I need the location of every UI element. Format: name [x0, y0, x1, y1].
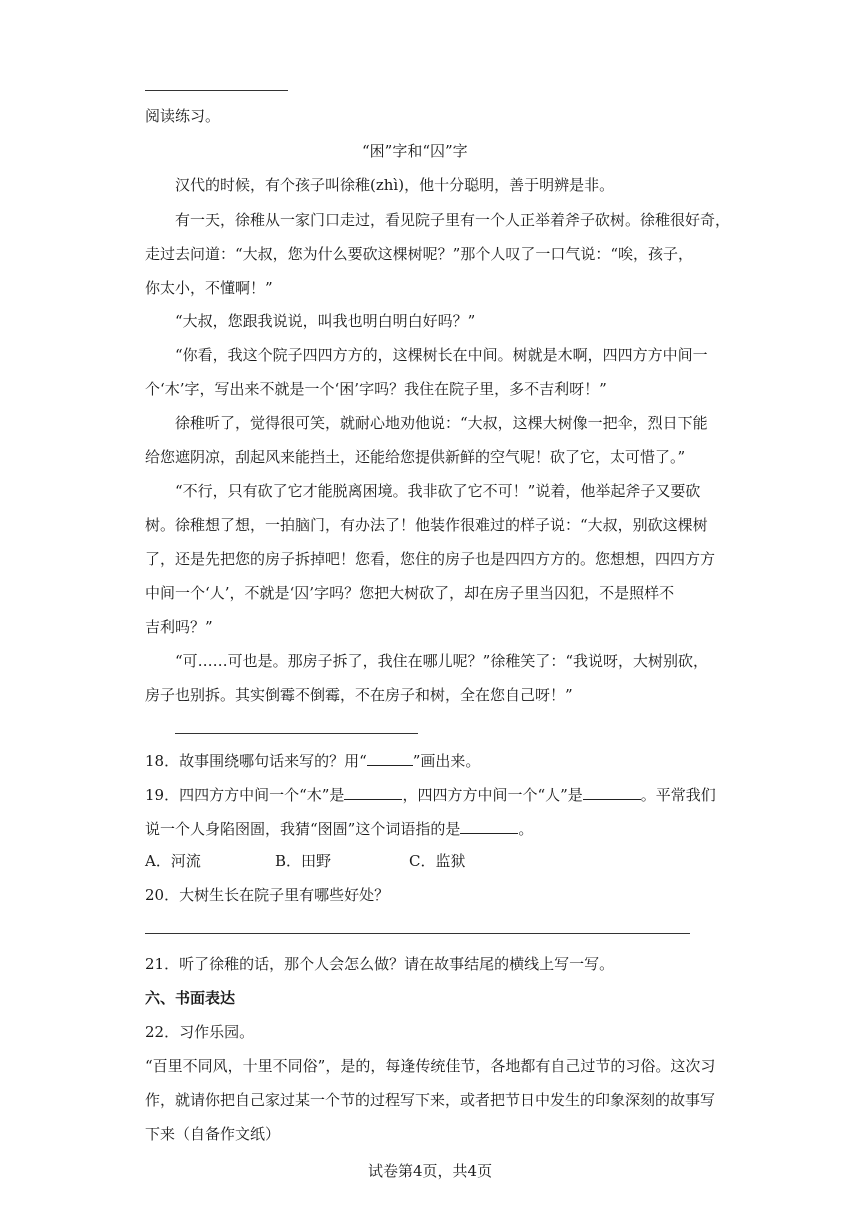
option-b[interactable]: B．田野 [275, 852, 332, 870]
story-paragraph: 徐稚听了，觉得很可笑，就耐心地劝他说：“大叔，这棵大树像一把伞，烈日下能 [175, 414, 708, 432]
story-line: 个‘木’字，写出来不就是一个‘困’字吗？我住在院子里，多不吉利呀！” [145, 380, 607, 398]
question-19 [145, 784, 716, 806]
essay-prompt-line: “百里不同风，十里不同俗”，是的，每逢传统佳节，各地都有自己过节的习俗。这次习 [145, 1057, 716, 1075]
question-18-text: 18．故事围绕哪句话来写的？用“ [145, 752, 367, 770]
story-paragraph: “你看，我这个院子四四方方的，这棵树长在中间。树就是木啊，四四方方中间一 [175, 346, 708, 364]
essay-prompt-line: 作，就请你把自己家过某一个节的过程写下来，或者把节日中发生的印象深刻的故事写 [145, 1091, 716, 1109]
question-18 [145, 750, 480, 772]
story-title: “困”字和“囚”字 [362, 142, 468, 160]
question-19-text-2-end: 。 [518, 820, 534, 838]
story-line: 了，还是先把您的房子拆掉吧！您看，您住的房子也是四四方方的。您想想，四四方方 [145, 550, 716, 568]
story-line: 吉利吗？” [145, 618, 213, 636]
question-22: 22．习作乐园。 [145, 1023, 255, 1041]
story-line: 房子也别拆。其实倒霉不倒霉，不在房子和树，全在您自己呀！” [145, 686, 573, 704]
story-paragraph: “可……可也是。那房子拆了，我住在哪儿呢？”徐稚笑了：“我说呀，大树别砍， [175, 652, 709, 670]
story-paragraph: “大叔，您跟我说说，叫我也明白明白好吗？” [175, 312, 476, 330]
story-line: 给您遮阴凉，刮起风来能挡土，还能给您提供新鲜的空气呢！砍了它，太可惜了。” [145, 448, 686, 466]
question-19-text-end: 。平常我们 [640, 786, 716, 804]
section-6-title: 六、书面表达 [145, 989, 236, 1007]
q19-blank-1[interactable] [344, 785, 402, 800]
page-footer: 试卷第4页，共4页 [368, 1162, 493, 1180]
story-line: 树。徐稚想了想，一拍脑门，有办法了！他装作很难过的样子说：“大叔，别砍这棵树 [145, 516, 708, 534]
story-ending-answer-line[interactable] [175, 733, 418, 734]
story-line: 走过去问道：“大叔，您为什么要砍这棵树呢？”那个人叹了一口气说：“唉，孩子， [145, 245, 694, 263]
story-paragraph: 有一天，徐稚从一家门口走过，看见院子里有一个人正举着斧子砍树。徐稚很好奇， [175, 211, 731, 229]
section-title: 阅读练习。 [145, 107, 221, 125]
q19-blank-2[interactable] [583, 785, 641, 800]
q18-blank[interactable] [367, 751, 413, 766]
question-19-text-mid: ，四四方方中间一个“人”是 [402, 786, 583, 804]
question-19-text: 19．四四方方中间一个“木”是 [145, 786, 345, 804]
q20-answer-line[interactable] [145, 933, 690, 934]
question-20: 20．大树生长在院子里有哪些好处？ [145, 886, 390, 904]
story-line: 你太小，不懂啊！” [145, 279, 273, 297]
option-a[interactable]: A．河流 [145, 852, 201, 870]
option-c[interactable]: C．监狱 [409, 852, 466, 870]
question-21: 21．听了徐稚的话，那个人会怎么做？请在故事结尾的横线上写一写。 [145, 955, 615, 973]
story-line: 中间一个‘人’，不就是‘囚’字吗？您把大树砍了，却在房子里当囚犯，不是照样不 [145, 584, 675, 602]
question-19-text-2: 说一个人身陷囹圄，我猜“囹圄”这个词语指的是 [145, 820, 461, 838]
essay-prompt-line: 下来（自备作文纸） [145, 1125, 281, 1143]
top-rule [145, 90, 288, 91]
story-paragraph: “不行，只有砍了它才能脱离困境。我非砍了它不可！”说着，他举起斧子又要砍 [175, 482, 701, 500]
question-18-text-end: ”画出来。 [412, 752, 481, 770]
question-19-line-2 [145, 818, 533, 840]
story-paragraph: 汉代的时候，有个孩子叫徐稚(zhì)，他十分聪明，善于明辨是非。 [175, 176, 615, 194]
q19-blank-3[interactable] [460, 819, 518, 834]
